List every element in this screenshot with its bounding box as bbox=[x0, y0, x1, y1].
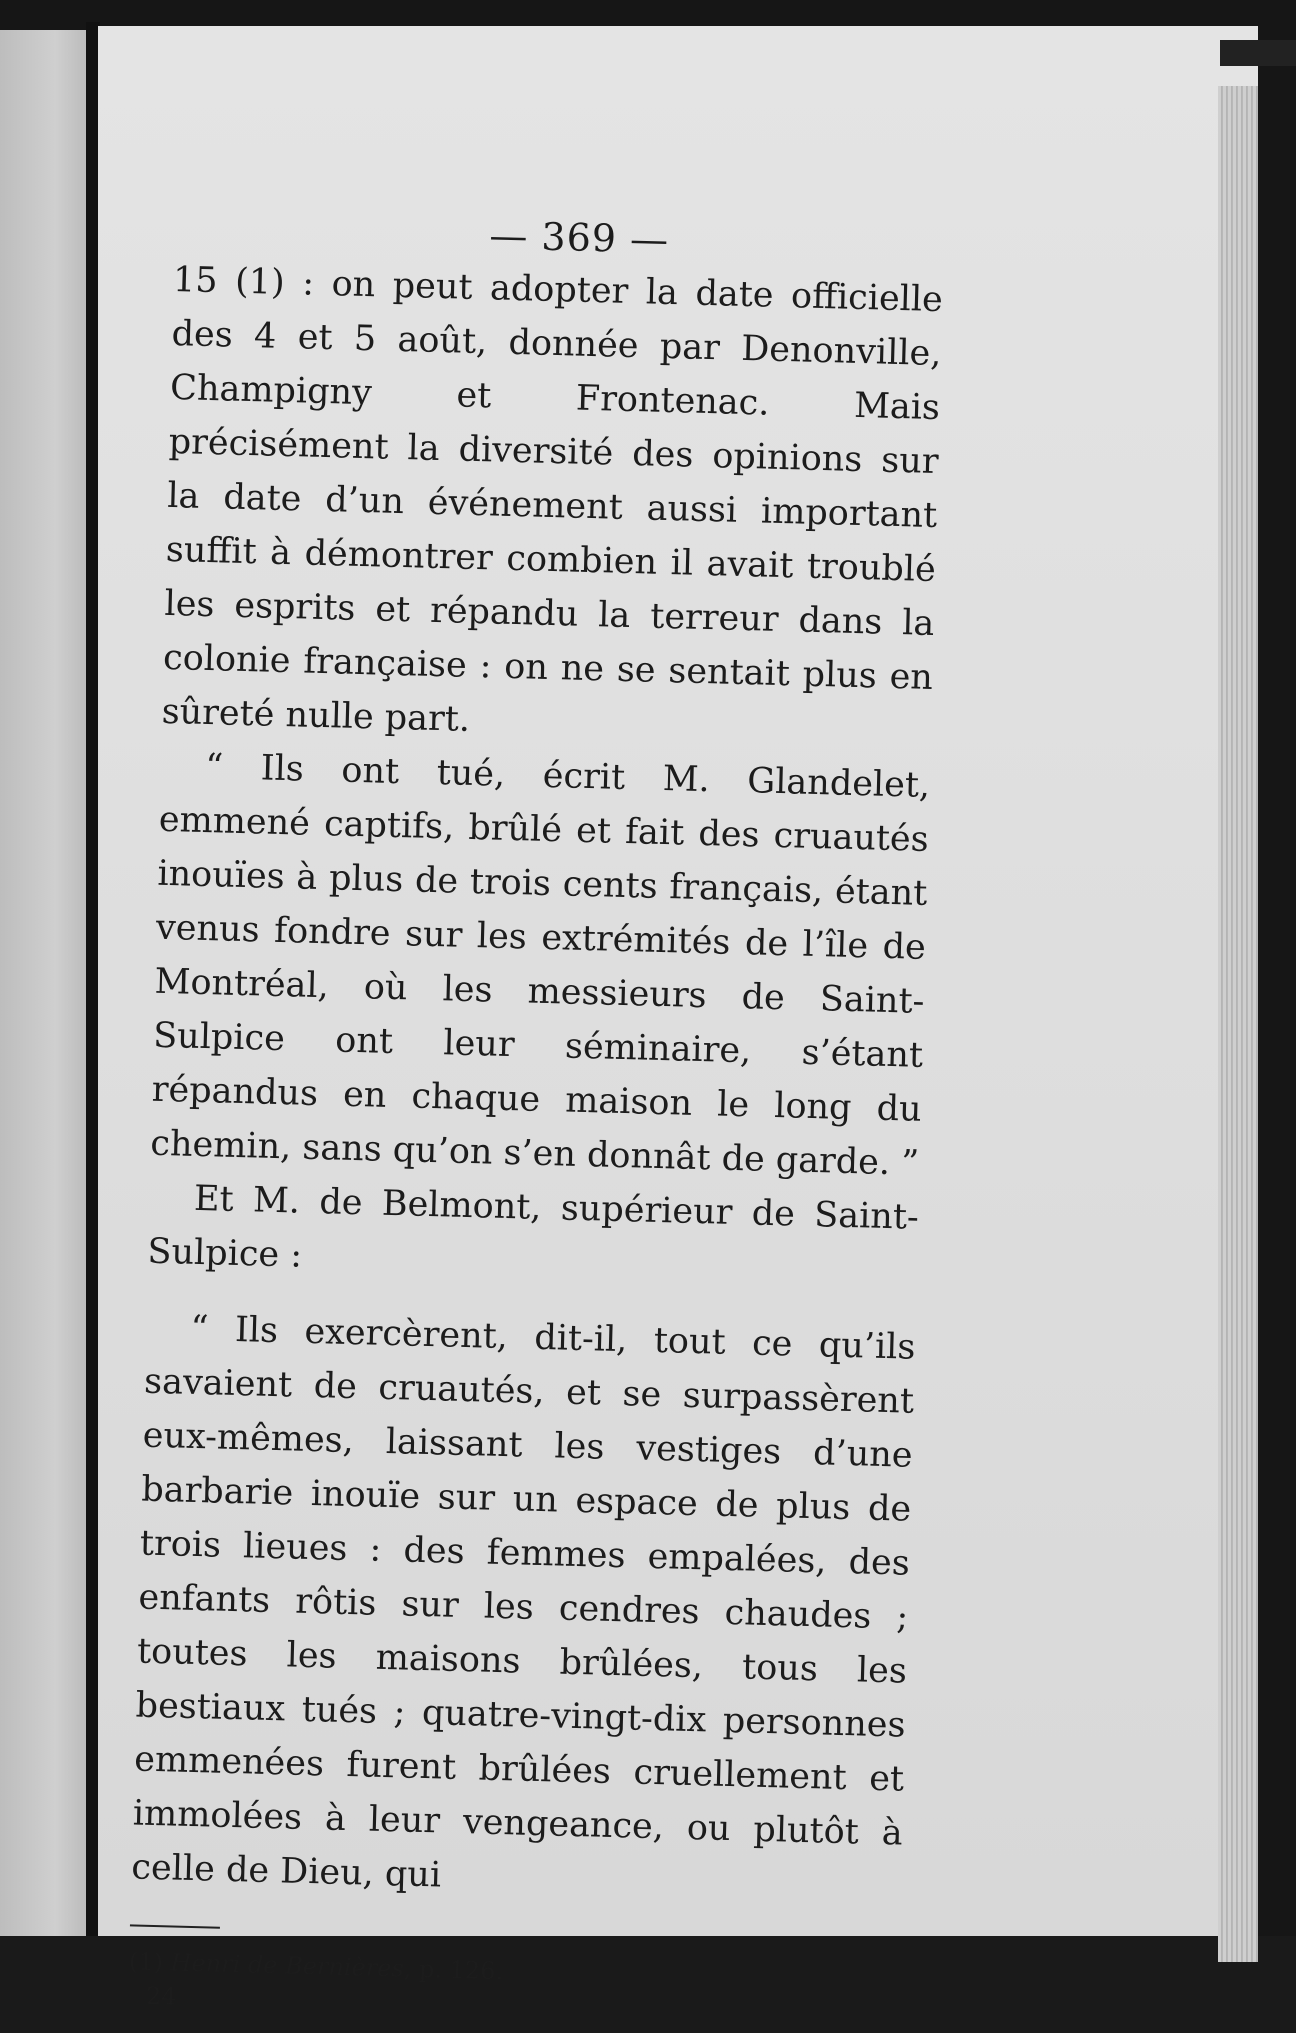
left-page-edge bbox=[0, 30, 92, 1936]
footnote-title: Henri de Bernières bbox=[170, 1948, 405, 1983]
page-edges bbox=[1218, 86, 1258, 1962]
paragraph-1: 15 (1) : on peut adopter la date officielle des 4 et 5 août, donnée par Denonville, Champigny et Frontenac. Mais précisément la diversité des opinions sur la date d’un événement aussi important suffit à démontrer combien il avait troublé les esprits et répandu la terreur dans la colonie française : on ne se sentait plus en sûreté nulle part. bbox=[161, 259, 944, 740]
page-number-heading: — 369 — bbox=[488, 213, 670, 262]
signature-mark: 24 bbox=[145, 1981, 178, 2011]
scan-corner-shadow bbox=[1220, 40, 1296, 66]
footnote-page-ref: , p. 126. bbox=[403, 1954, 504, 1986]
page-text-block bbox=[128, 205, 945, 2033]
footnote-divider bbox=[130, 1924, 220, 1928]
paragraph-4: “ Ils exercèrent, dit-il, tout ce qu’ils savaient de cruautés, et se surpassèrent eux-mêmes, laissant les vestiges d’une barbarie inouïe sur un espace de plus de trois lieues : des femmes empalées, des enfants rôtis sur les cendres chaudes ; toutes les maisons brûlées, tous les bestiaux tués ; quatre-vingt-dix personnes emmenées furent brûlées cruellement et immolées à leur vengeance, ou plutôt à celle de Dieu, qui bbox=[130, 1308, 916, 1896]
paragraph-2: “ Ils ont tué, écrit M. Glandelet, emmené captifs, brûlé et fait des cruautés inouïes à plus de trois cents français, étant venus fondre sur les extrémités de l’île de Montréal, où les messieurs de Saint-Sulpice ont leur séminaire, s’étant répandus en chaque maison le long du chemin, sans qu’on s’en donnât de garde. ” bbox=[149, 746, 931, 1184]
paragraph-3: Et M. de Belmont, supérieur de Saint-Sulpice : bbox=[147, 1178, 920, 1276]
footnote-marker: (1) bbox=[128, 1947, 164, 1977]
